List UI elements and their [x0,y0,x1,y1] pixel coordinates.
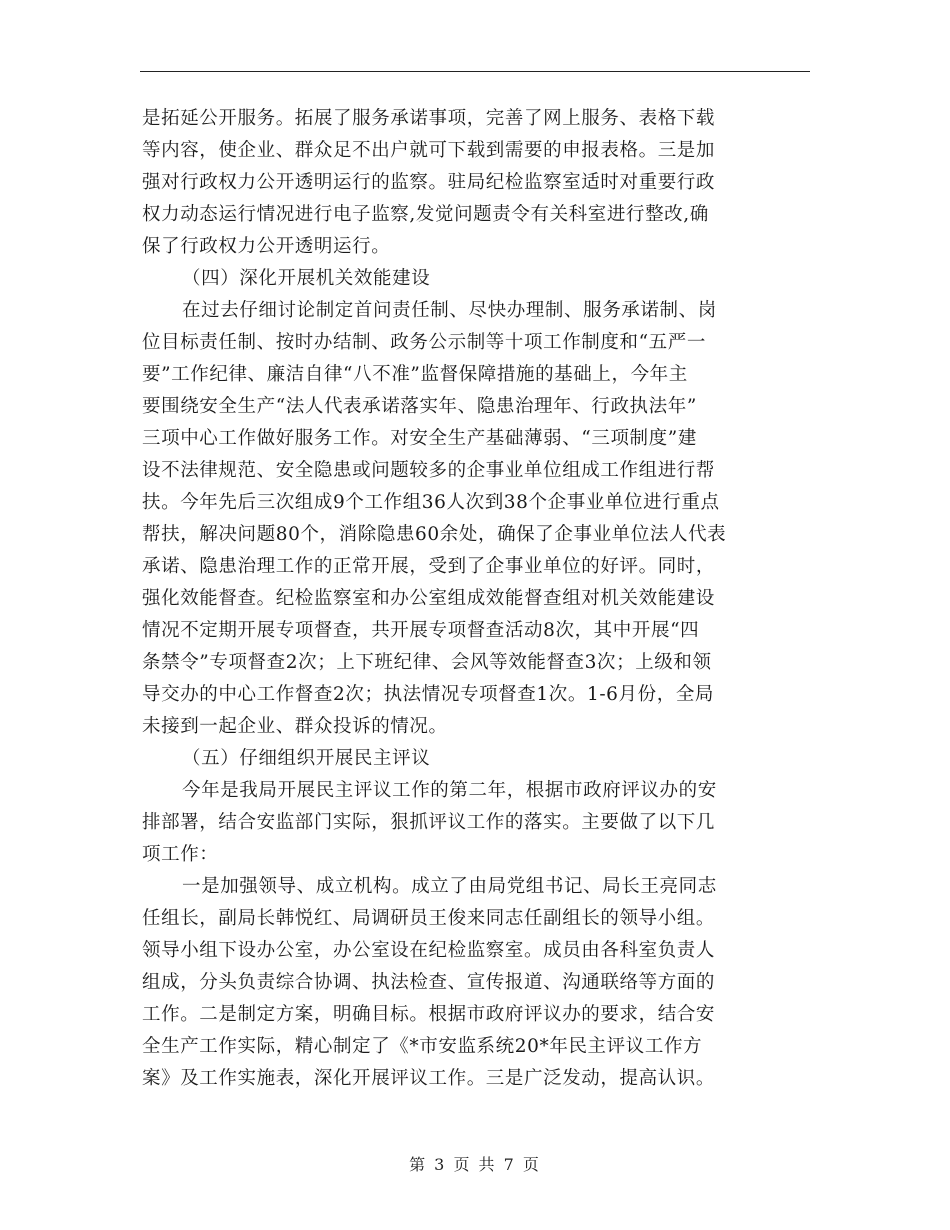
text-line: 案》及工作实施表，深化开展评议工作。三是广泛发动，提高认识。 [142,1068,716,1089]
text-line: 今年是我局开展民主评议工作的第二年，根据市政府评议办的安 [182,780,717,801]
header-rule [140,71,810,72]
section-heading-4: （四）深化开展机关效能建设 [182,268,431,289]
text-line: 承诺、隐患治理工作的正常开展，受到了企事业单位的好评。同时， [142,556,716,577]
text-line: 强化效能督查。纪检监察室和办公室组成效能督查组对机关效能建设 [142,588,716,609]
text-line: 等内容，使企业、群众足不出户就可下载到需要的申报表格。三是加 [142,140,716,161]
text-line: 扶。今年先后三次组成9个工作组36人次到38个企事业单位进行重点 [142,492,720,513]
text-line: 一是加强领导、成立机构。成立了由局党组书记、局长王亮同志 [182,876,717,897]
text-line: 领导小组下设办公室，办公室设在纪检监察室。成员由各科室负责人 [142,940,716,961]
text-line: 未接到一起企业、群众投诉的情况。 [142,716,448,737]
text-line: 强对行政权力公开透明运行的监察。驻局纪检监察室适时对重要行政 [142,172,716,193]
text-line: 条禁令”专项督查2次；上下班纪律、会风等效能督查3次；上级和领 [142,652,712,673]
text-line: 位目标责任制、按时办结制、政务公示制等十项工作制度和“五严一 [142,332,706,353]
text-line: 任组长，副局长韩悦红、局调研员王俊来同志任副组长的领导小组。 [142,908,716,929]
text-line: 组成，分头负责综合协调、执法检查、宣传报道、沟通联络等方面的 [142,972,716,993]
page-number-footer: 第 3 页 共 7 页 [409,1155,541,1174]
text-line: 导交办的中心工作督查2次；执法情况专项督查1次。1-6月份，全局 [142,684,715,705]
text-line: 设不法律规范、安全隐患或问题较多的企事业单位组成工作组进行帮 [142,460,716,481]
text-line: 工作。二是制定方案，明确目标。根据市政府评议办的要求，结合安 [142,1004,716,1025]
document-body [142,103,810,1095]
text-line: 情况不定期开展专项督查，共开展专项督查活动8次，其中开展“四 [142,620,700,641]
text-line: 帮扶，解决问题80个，消除隐患60余处，确保了企事业单位法人代表 [142,524,727,545]
text-line: 是拓延公开服务。拓展了服务承诺事项，完善了网上服务、表格下载 [142,108,716,129]
text-line: 三项中心工作做好服务工作。对安全生产基础薄弱、“三项制度”建 [142,428,697,449]
text-line: 权力动态运行情况进行电子监察,发觉问题责令有关科室进行整改,确 [142,204,709,225]
section-heading-5: （五）仔细组织开展民主评议 [182,748,431,769]
text-line: 项工作： [142,844,219,865]
text-line: 保了行政权力公开透明运行。 [142,236,391,257]
text-line: 要围绕安全生产“法人代表承诺落实年、隐患治理年、行政执法年” [142,396,697,417]
text-line: 排部署，结合安监部门实际，狠抓评议工作的落实。主要做了以下几 [142,812,716,833]
text-line: 要”工作纪律、廉洁自律“八不准”监督保障措施的基础上，今年主 [142,364,688,385]
text-line: 全生产工作实际，精心制定了《*市安监系统20*年民主评议工作方 [142,1036,703,1057]
text-line: 在过去仔细讨论制定首问责任制、尽快办理制、服务承诺制、岗 [182,300,717,321]
